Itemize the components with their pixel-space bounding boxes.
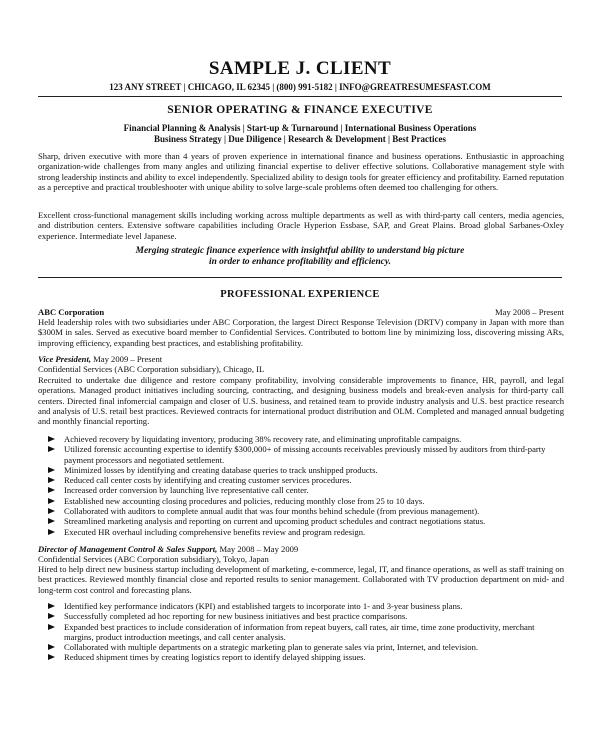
candidate-name: SAMPLE J. CLIENT (208, 58, 392, 79)
company-row (38, 307, 564, 317)
arrow-bullet-icon (48, 613, 55, 619)
header-divider (38, 96, 562, 97)
arrow-bullet-icon (48, 654, 55, 660)
list-item: Collaborated with auditors to complete annual audit that was four months behind schedule (from previous management). (38, 506, 564, 516)
role2-org: Confidential Services (ABC Corporation subsidiary), Tokyo, Japan (38, 554, 269, 564)
arrow-bullet-icon (48, 518, 55, 524)
contact-line: 123 ANY STREET | CHICAGO, IL 62345 | (800) 991-5182 | INFO@GREATRESUMESFAST.COM (109, 82, 491, 92)
role2-title: Director of Management Control & Sales Support, (38, 544, 218, 554)
company-summary: Held leadership roles with two subsidiaries under ABC Corporation, the largest Direct Response Television (DRTV) company in Japan with more than $300M in sales. Served as executive board member to Confidential Services. Contributed to bottom line by minimizing loss, discovering missing ARs, improving efficiency, expanding best practices, and establishing profitability. (38, 317, 564, 348)
summary-paragraph-2: Excellent cross-functional management skills including working across multiple departments as well as with third-party call centers, media agencies, and distribution centers. Extensive software capabilities including Oracle Hyperion Essbase, SAP, and Great Plains. Broad global Sarbanes-Oxley experience. Intermediate level Japanese. (38, 210, 564, 241)
role2-dates: May 2008 – May 2009 (217, 544, 299, 554)
section-title-experience: PROFESSIONAL EXPERIENCE (220, 289, 380, 300)
arrow-bullet-icon (48, 436, 55, 442)
arrow-bullet-icon (48, 446, 55, 452)
arrow-bullet-icon (48, 498, 55, 504)
role1-bullet-list (38, 434, 564, 537)
skills-line-2: Business Strategy | Due Diligence | Research & Development | Best Practices (154, 134, 446, 144)
headline: SENIOR OPERATING & FINANCE EXECUTIVE (167, 104, 433, 116)
role1-title: Vice President, (38, 354, 91, 364)
arrow-bullet-icon (48, 529, 55, 535)
list-item: Utilized forensic accounting expertise to identify $300,000+ of missing accounts receivables previously missed by auditors from third-party payment processors and negotiated settlement. (38, 444, 564, 465)
list-item: Increased order conversion by launching live representative call center. (38, 485, 564, 495)
role2-title-row (38, 544, 564, 554)
role2-description: Hired to help direct new business startup including development of marketing, e-commerce, legal, IT, and finance operations, as well as staff training on best practices. Reviewed monthly financial close and reported results to senior management. Collaborated with TV production department on mid- and long-term cost control and forecasting plans. (38, 564, 564, 595)
list-item: Expanded best practices to include consideration of information from repeat buyers, call rates, air time, time zone productivity, merchant margins, product introduction meetings, and call center analysis. (38, 622, 564, 643)
arrow-bullet-icon (48, 624, 55, 630)
role1-org: Confidential Services (ABC Corporation subsidiary), Chicago, IL (38, 364, 265, 374)
summary-divider (38, 277, 562, 278)
role1-dates: May 2009 – Present (91, 354, 163, 364)
role1-title-row (38, 354, 564, 364)
list-item: Achieved recovery by liquidating inventory, producing 38% recovery rate, and eliminating unprofitable campaigns. (38, 434, 564, 444)
arrow-bullet-icon (48, 644, 55, 650)
list-item: Streamlined marketing analysis and reporting on current and upcoming product schedules and contract negotiations status. (38, 516, 564, 526)
list-item: Identified key performance indicators (KPI) and established targets to incorporate into 1- and 3-year business plans. (38, 601, 564, 611)
role2-bullet-list (38, 601, 564, 663)
list-item: Successfully completed ad hoc reporting for new business initiatives and best practice comparisons. (38, 611, 564, 621)
arrow-bullet-icon (48, 487, 55, 493)
arrow-bullet-icon (48, 603, 55, 609)
arrow-bullet-icon (48, 467, 55, 473)
tagline-line-2: in order to enhance profitability and efficiency. (208, 257, 391, 267)
list-item: Reduced call center costs by identifying and creating customer services procedures. (38, 475, 564, 485)
role1-description: Recruited to undertake due diligence and restore company profitability, involving considerable improvements to finance, HR, payroll, and legal operations. Managed product initiatives including sourcing, contracting, and designing business models and break-even analysis for third-party call centers. Directed final infomercial campaign and closer of U.S. business, and retained team to provide industry analysis and U.S. best practice research and analysis of U.S. retail best practices. Reviewed contracts for international product distribution and OLM. Completed and managed annual budgeting and monthly financial reporting. (38, 375, 564, 427)
company-name: ABC Corporation (38, 307, 105, 317)
list-item: Reduced shipment times by creating logistics report to identify delayed shipping issues. (38, 652, 564, 662)
list-item: Established new accounting closing procedures and policies, reducing monthly close from 25 to 10 days. (38, 496, 564, 506)
company-dates: May 2008 – Present (495, 307, 564, 317)
summary-paragraph-1: Sharp, driven executive with more than 4 years of proven experience in international finance and business operations. Enthusiastic in approaching organization-wide challenges from many angles and utilizing financial expertise to deliver effective solutions. Collaborative management style with strong leadership instincts and ability to excel independently. Specialized ability to design tools for greater efficiency and profitability. Earned reputation as a perceptive and practical troubleshooter with unique ability to solve large-scale problems often deemed too challenging for others. (38, 151, 564, 192)
list-item: Minimized losses by identifying and creating database queries to track unshipped products. (38, 465, 564, 475)
list-item: Executed HR overhaul including comprehensive benefits review and program redesign. (38, 527, 564, 537)
arrow-bullet-icon (48, 508, 55, 514)
list-item: Collaborated with multiple departments on a strategic marketing plan to generate sales via print, Internet, and television. (38, 642, 564, 652)
tagline-line-1: Merging strategic finance experience with insightful ability to understand big picture (135, 246, 465, 256)
skills-line-1: Financial Planning & Analysis | Start-up & Turnaround | International Business Operations (123, 123, 477, 133)
arrow-bullet-icon (48, 477, 55, 483)
